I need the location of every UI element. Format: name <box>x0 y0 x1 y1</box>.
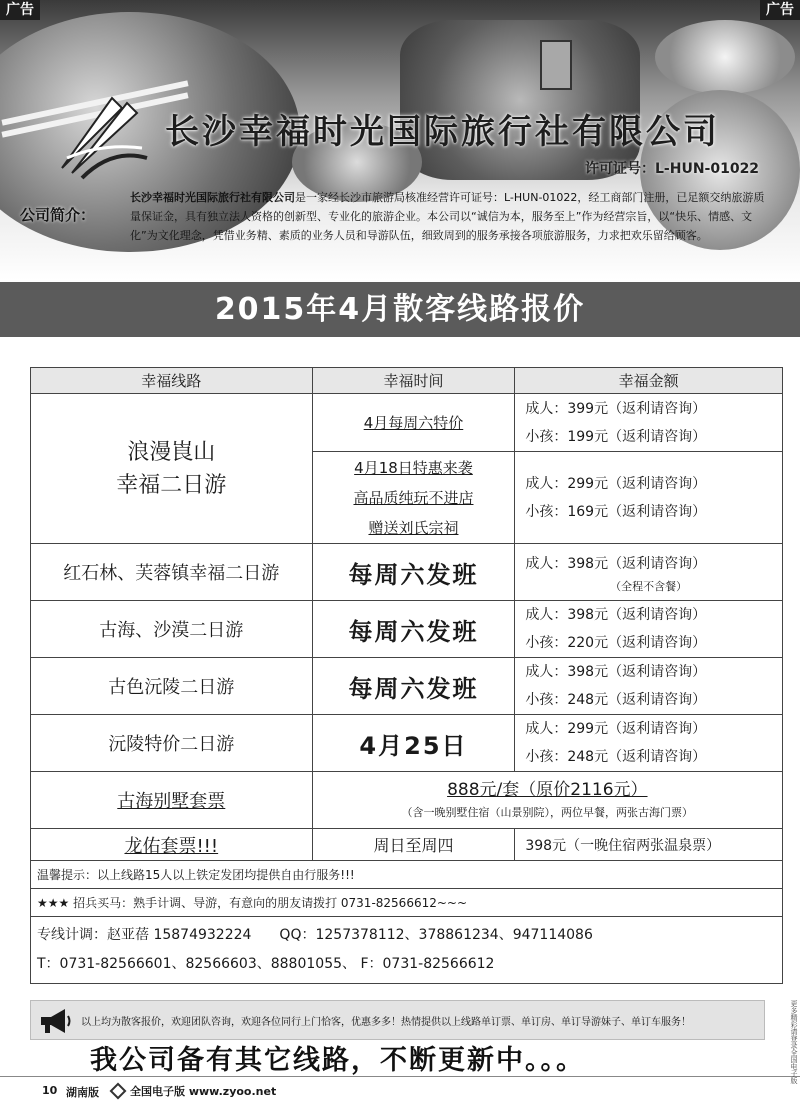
stone-carving-photo <box>400 20 640 180</box>
route-name: 古海、沙漠二日游 <box>99 620 244 641</box>
table-row <box>31 829 783 861</box>
price-adult: 成人：399元（返利请咨询） <box>525 400 707 417</box>
contact-row <box>31 917 783 984</box>
table-row <box>31 715 783 772</box>
brand-text: 全国电子版 www.zyoo.net <box>130 1085 277 1098</box>
route-cell <box>31 658 313 715</box>
time-cell <box>312 601 515 658</box>
time-cell <box>312 658 515 715</box>
time-text: 4月每周六特价 <box>363 413 464 432</box>
table-row <box>31 394 783 452</box>
tip-row <box>31 861 783 889</box>
route-name: 浪漫崀山 <box>127 439 216 465</box>
recruit-row <box>31 889 783 917</box>
header-photo-collage <box>0 0 800 280</box>
ad-tag-left: 广告 <box>0 0 40 20</box>
price-child: 小孩：220元（返利请咨询） <box>525 635 707 651</box>
side-text: 更多精彩请登录全国电子版 <box>790 1000 798 1084</box>
contact-line: T：0731-82566601、82566603、88801055、 F：0731-82566612 <box>37 956 495 972</box>
time-text: 周日至周四 <box>373 836 454 855</box>
cliff-bridge-photo <box>655 20 795 94</box>
table-row <box>31 658 783 715</box>
notice-bar <box>30 1000 765 1040</box>
route-name: 古色沅陵二日游 <box>108 677 235 698</box>
time-cell <box>312 452 515 544</box>
price-child: 小孩：169元（返利请咨询） <box>525 503 707 520</box>
route-name: 沅陵特价二日游 <box>108 734 235 755</box>
price-cell <box>515 658 783 715</box>
price-adult: 成人：299元（返利请咨询） <box>525 721 707 737</box>
price-child: 小孩：199元（返利请咨询） <box>525 428 707 445</box>
ad-tag-right: 广告 <box>760 0 800 20</box>
recruit-cell: ★★★ 招兵买马：熟手计调、导游，有意向的朋友请拨打 0731-82566612~~~ <box>31 889 783 917</box>
time-text: 每周六发班 <box>348 560 479 589</box>
brand-label <box>112 1083 276 1099</box>
table-header-row <box>31 368 783 394</box>
package-price: 398元（一晚住宿两张温泉票） <box>525 837 721 854</box>
table-row <box>31 601 783 658</box>
price-cell <box>515 394 783 452</box>
package-price: 888元/套（原价2116元） <box>447 780 648 800</box>
notice-text: 以上均为散客报价，欢迎团队咨询，欢迎各位同行上门恰客，优惠多多！热情提供以上线路单订票、单订房、单订导游妹子、单订车服务！ <box>81 1017 691 1028</box>
intro-text: 是一家经长沙市旅游局核准经营许可证号：L-HUN-01022，经工商部门注册，已足额交纳旅游质量保证金，具有独立法人资格的创新型、专业化的旅游企业。本公司以“诚信为本，服务至上”作为经营宗旨，以“快乐、情感、文化”为文化理念，凭借业务精、素质的业务人员和导游队伍，细致周到的服务承接各项旅游服务，力求把欢乐留给顾客。 <box>130 191 765 242</box>
price-note: （全程不含餐） <box>610 580 688 593</box>
time-cell <box>312 715 515 772</box>
route-cell <box>31 829 313 861</box>
price-adult: 成人：398元（返利请咨询） <box>525 556 707 572</box>
time-cell <box>312 544 515 601</box>
time-text: 每周六发班 <box>348 674 479 703</box>
price-cell <box>515 715 783 772</box>
contact-cell <box>31 917 783 984</box>
footer-divider <box>0 1076 800 1077</box>
page-number: 10 <box>42 1084 58 1097</box>
price-adult: 成人：398元（返利请咨询） <box>525 607 707 623</box>
megaphone-icon <box>37 1007 73 1035</box>
route-name: 古海别墅套票 <box>117 791 226 812</box>
stone-tablet-decoration <box>540 40 572 90</box>
more-routes-text: 我公司备有其它线路，不断更新中。。。 <box>90 1045 585 1076</box>
package-note: （含一晚别墅住宿（山景别院），两位早餐，两张古海门票） <box>401 806 694 819</box>
tip-cell: 温馨提示：以上线路15人以上铁定发团均提供自由行服务!!! <box>31 861 783 889</box>
route-cell <box>31 772 313 829</box>
route-name: 红石林、芙蓉镇幸福二日游 <box>63 563 280 584</box>
route-cell <box>31 544 313 601</box>
price-adult: 成人：398元（返利请咨询） <box>525 664 707 680</box>
table-row <box>31 544 783 601</box>
price-cell <box>515 452 783 544</box>
brand-logo-icon <box>110 1083 127 1100</box>
price-cell <box>515 829 783 861</box>
table-row <box>31 772 783 829</box>
company-name: 长沙幸福时光国际旅行社有限公司 <box>165 112 720 152</box>
intro-company-name: 长沙幸福时光国际旅行社有限公司 <box>130 191 295 204</box>
license-number: 许可证号：L-HUN-01022 <box>585 161 760 177</box>
contact-line: 专线计调：赵亚蓓 15874932224 QQ：1257378112、378861234、947114086 <box>37 927 593 943</box>
header-time: 幸福时间 <box>312 368 515 394</box>
header-price: 幸福金额 <box>515 368 783 394</box>
company-intro <box>130 188 770 245</box>
price-child: 小孩：248元（返利请咨询） <box>525 692 707 708</box>
time-text: 赠送刘氏宗祠 <box>368 518 459 537</box>
time-text: 每周六发班 <box>348 617 479 646</box>
package-price-cell <box>312 772 782 829</box>
price-cell <box>515 544 783 601</box>
time-text: 4月25日 <box>359 731 468 760</box>
price-adult: 成人：299元（返利请咨询） <box>525 475 707 492</box>
time-cell <box>312 829 515 861</box>
price-child: 小孩：248元（返利请咨询） <box>525 749 707 765</box>
header-route: 幸福线路 <box>31 368 313 394</box>
edition-label: 湖南版 <box>66 1086 99 1099</box>
intro-label: 公司简介： <box>20 206 96 224</box>
company-logo-icon <box>52 88 152 183</box>
route-name: 龙佑套票!!! <box>124 835 219 857</box>
price-cell <box>515 601 783 658</box>
time-text: 4月18日特惠来袭 <box>354 458 473 477</box>
route-name: 幸福二日游 <box>116 472 227 498</box>
time-cell <box>312 394 515 452</box>
time-text: 高品质纯玩不进店 <box>353 488 474 507</box>
route-cell <box>31 394 313 544</box>
route-cell <box>31 715 313 772</box>
price-banner-title: 2015年4月散客线路报价 <box>0 282 800 337</box>
price-table <box>30 367 783 984</box>
route-cell <box>31 601 313 658</box>
